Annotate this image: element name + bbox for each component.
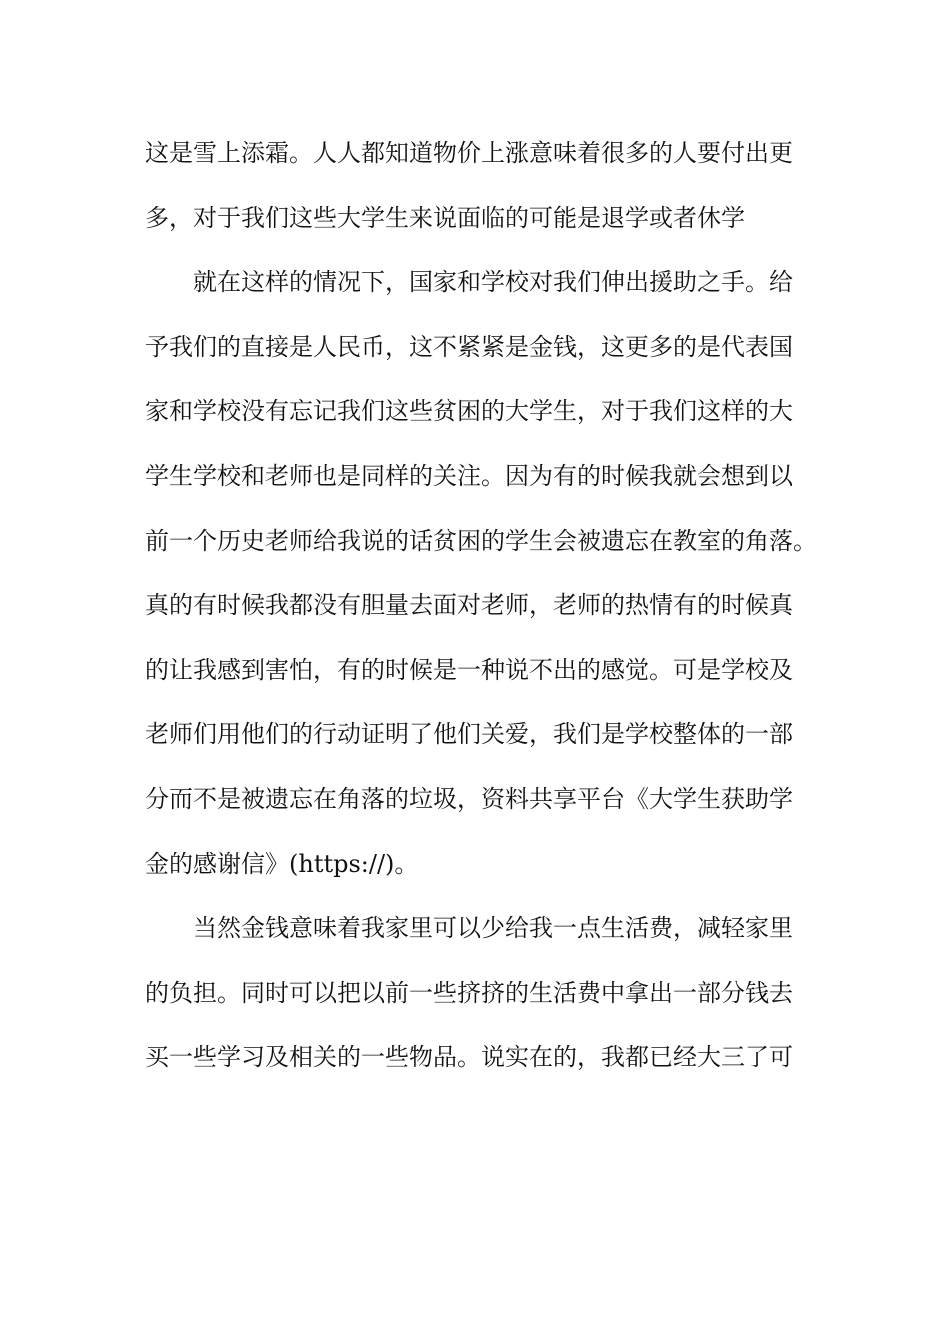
text-line: 老师们用他们的行动证明了他们关爱，我们是学校整体的一部 <box>145 720 793 749</box>
text-line: 的负担。同时可以把以前一些挤挤的生活费中拿出一部分钱去 <box>145 978 793 1007</box>
text-line: 予我们的直接是人民币，这不紧紧是金钱，这更多的是代表国 <box>145 332 793 361</box>
paragraph-start-line: 当然金钱意味着我家里可以少给我一点生活费，减轻家里 <box>193 914 793 943</box>
text-line: 的让我感到害怕，有的时候是一种说不出的感觉。可是学校及 <box>145 655 793 684</box>
text-line: 家和学校没有忘记我们这些贫困的大学生，对于我们这样的大 <box>145 397 793 426</box>
text-line: 前一个历史老师给我说的话贫困的学生会被遗忘在教室的角落。 <box>145 526 817 555</box>
text-line: 学生学校和老师也是同样的关注。因为有的时候我就会想到以 <box>145 461 793 490</box>
text-line: 分而不是被遗忘在角落的垃圾，资料共享平台《大学生获助学 <box>145 784 793 813</box>
text-line: 金的感谢信》(https://)。 <box>145 849 419 878</box>
paragraph-start-line: 就在这样的情况下，国家和学校对我们伸出援助之手。给 <box>193 268 793 297</box>
text-line: 真的有时候我都没有胆量去面对老师，老师的热情有的时候真 <box>145 591 793 620</box>
text-line: 这是雪上添霜。人人都知道物价上涨意味着很多的人要付出更 <box>145 139 793 167</box>
text-line: 多，对于我们这些大学生来说面临的可能是退学或者休学 <box>145 203 745 232</box>
text-line: 买一些学习及相关的一些物品。说实在的，我都已经大三了可 <box>145 1043 793 1072</box>
document-body <box>145 129 825 1098</box>
